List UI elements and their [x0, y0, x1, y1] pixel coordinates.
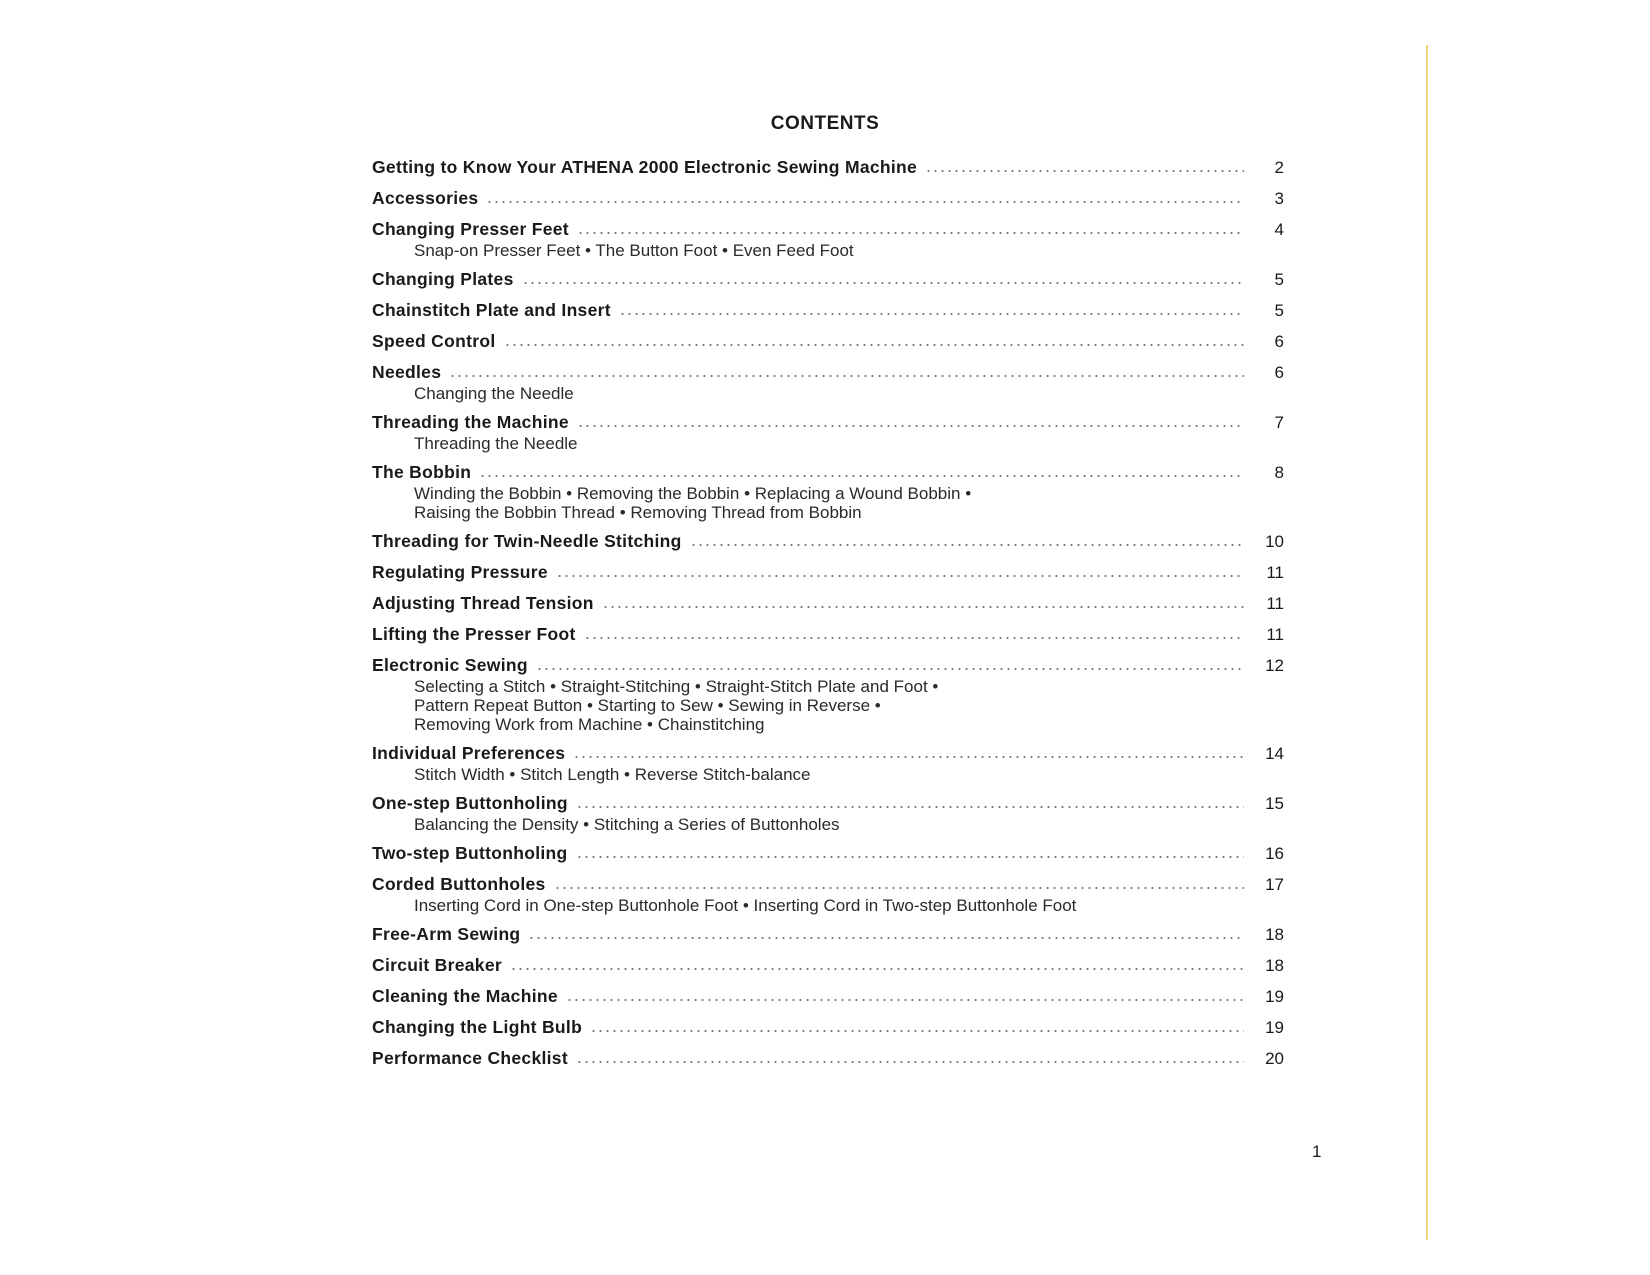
toc-entry	[372, 460, 1284, 522]
toc-subtopic-line: Winding the Bobbin • Removing the Bobbin • Replacing a Wound Bobbin •	[414, 484, 972, 503]
toc-subtopic-line: Inserting Cord in One-step Buttonhole Foot • Inserting Cord in Two-step Buttonhole Foot	[414, 896, 1077, 915]
toc-entry-row	[372, 298, 1284, 322]
page-edge-line	[1426, 45, 1428, 1240]
toc-subtopic-line: Removing Work from Machine • Chainstitching	[414, 715, 765, 734]
toc-entry	[372, 267, 1284, 291]
toc-entry-label: Individual Preferences	[372, 743, 566, 763]
toc-entry-row	[372, 1046, 1284, 1070]
toc-entry-row	[372, 186, 1284, 210]
dot-leader	[479, 464, 1244, 478]
dot-leader	[576, 795, 1244, 809]
toc-entry-row	[372, 329, 1284, 353]
toc-entry-label: Needles	[372, 362, 442, 382]
toc-entry	[372, 298, 1284, 322]
toc-entry-label: Changing the Light Bulb	[372, 1017, 583, 1037]
toc-entry-page: 19	[1265, 987, 1284, 1006]
toc-entry-label: Chainstitch Plate and Insert	[372, 300, 611, 320]
contents-title: CONTENTS	[770, 113, 880, 134]
toc-entry	[372, 410, 1284, 453]
toc-subtopic-line: Threading the Needle	[414, 434, 578, 453]
toc-entry	[372, 1046, 1284, 1070]
toc-entry-label: Two-step Buttonholing	[372, 843, 568, 863]
toc-entry-label: Lifting the Presser Foot	[372, 624, 576, 644]
toc-entry-label: Changing Presser Feet	[372, 219, 569, 239]
toc-subtopics	[372, 765, 1284, 784]
toc-entry-page: 2	[1274, 158, 1284, 177]
toc-entry-page: 16	[1265, 844, 1284, 863]
toc-entry-page: 14	[1265, 744, 1284, 763]
dot-leader	[556, 564, 1244, 578]
dot-leader	[510, 957, 1244, 971]
table-of-contents	[372, 155, 1284, 1077]
toc-entry-page: 7	[1274, 413, 1284, 432]
toc-subtopic-line: Raising the Bobbin Thread • Removing Thread from Bobbin	[414, 503, 862, 522]
toc-entry-label: Changing Plates	[372, 269, 514, 289]
toc-entry-page: 12	[1265, 656, 1284, 675]
toc-subtopic-line: Selecting a Stitch • Straight-Stitching • Straight-Stitch Plate and Foot •	[414, 677, 939, 696]
toc-entry	[372, 872, 1284, 915]
dot-leader	[536, 657, 1244, 671]
toc-entry	[372, 155, 1284, 179]
toc-subtopics	[372, 484, 1284, 522]
toc-entry-row	[372, 872, 1284, 896]
dot-leader	[486, 190, 1244, 204]
toc-entry	[372, 622, 1284, 646]
toc-entry	[372, 791, 1284, 834]
toc-subtopic-line: Balancing the Density • Stitching a Series of Buttonholes	[414, 815, 840, 834]
toc-entry-row	[372, 653, 1284, 677]
toc-entry	[372, 953, 1284, 977]
toc-entry-page: 19	[1265, 1018, 1284, 1037]
toc-entry-page: 20	[1265, 1049, 1284, 1068]
toc-entry-row	[372, 741, 1284, 765]
toc-entry	[372, 560, 1284, 584]
toc-entry-page: 10	[1265, 532, 1284, 551]
dot-leader	[576, 1050, 1244, 1064]
toc-entry-row	[372, 217, 1284, 241]
toc-entry-row	[372, 1015, 1284, 1039]
toc-entry-page: 5	[1274, 270, 1284, 289]
toc-entry	[372, 591, 1284, 615]
dot-leader	[504, 333, 1245, 347]
toc-subtopic-line: Snap-on Presser Feet • The Button Foot • Even Feed Foot	[414, 241, 854, 260]
dot-leader	[925, 159, 1244, 173]
dot-leader	[576, 845, 1244, 859]
toc-entry-row	[372, 460, 1284, 484]
toc-entry-label: Electronic Sewing	[372, 655, 528, 675]
toc-entry-label: Corded Buttonholes	[372, 874, 546, 894]
toc-subtopics	[372, 241, 1284, 260]
toc-entry-label: Threading for Twin-Needle Stitching	[372, 531, 682, 551]
toc-entry	[372, 922, 1284, 946]
toc-entry-page: 11	[1266, 625, 1284, 644]
toc-entry	[372, 653, 1284, 734]
toc-entry-row	[372, 155, 1284, 179]
dot-leader	[577, 221, 1244, 235]
toc-entry-label: The Bobbin	[372, 462, 472, 482]
toc-entry-row	[372, 791, 1284, 815]
dot-leader	[566, 988, 1244, 1002]
toc-entry-page: 15	[1265, 794, 1284, 813]
toc-entry-page: 17	[1265, 875, 1284, 894]
toc-entry-row	[372, 560, 1284, 584]
toc-entry-label: One-step Buttonholing	[372, 793, 568, 813]
toc-entry-row	[372, 267, 1284, 291]
toc-entry-page: 18	[1265, 956, 1284, 975]
toc-entry	[372, 186, 1284, 210]
dot-leader	[528, 926, 1244, 940]
dot-leader	[619, 302, 1244, 316]
toc-entry-row	[372, 622, 1284, 646]
toc-entry	[372, 329, 1284, 353]
toc-entry-page: 5	[1274, 301, 1284, 320]
dot-leader	[602, 595, 1244, 609]
toc-entry-page: 11	[1266, 563, 1284, 582]
toc-entry-label: Performance Checklist	[372, 1048, 568, 1068]
toc-entry	[372, 1015, 1284, 1039]
dot-leader	[522, 271, 1244, 285]
toc-subtopics	[372, 896, 1284, 915]
toc-entry	[372, 360, 1284, 403]
toc-entry	[372, 841, 1284, 865]
toc-entry-page: 11	[1266, 594, 1284, 613]
toc-entry-row	[372, 922, 1284, 946]
dot-leader	[554, 876, 1244, 890]
page-number: 1	[1312, 1142, 1322, 1161]
dot-leader	[690, 533, 1244, 547]
toc-entry-row	[372, 953, 1284, 977]
dot-leader	[577, 414, 1244, 428]
toc-entry-page: 8	[1274, 463, 1284, 482]
toc-entry-label: Free-Arm Sewing	[372, 924, 521, 944]
toc-entry-label: Getting to Know Your ATHENA 2000 Electronic Sewing Machine	[372, 157, 918, 177]
toc-subtopics	[372, 677, 1284, 734]
toc-entry	[372, 741, 1284, 784]
toc-entry-row	[372, 410, 1284, 434]
toc-entry-label: Cleaning the Machine	[372, 986, 558, 1006]
toc-entry-row	[372, 984, 1284, 1008]
dot-leader	[590, 1019, 1244, 1033]
dot-leader	[573, 745, 1244, 759]
toc-subtopic-line: Stitch Width • Stitch Length • Reverse Stitch-balance	[414, 765, 811, 784]
dot-leader	[449, 364, 1244, 378]
toc-entry-label: Speed Control	[372, 331, 496, 351]
toc-entry-page: 6	[1274, 332, 1284, 351]
toc-entry-row	[372, 360, 1284, 384]
toc-entry-page: 4	[1274, 220, 1284, 239]
toc-entry-label: Threading the Machine	[372, 412, 569, 432]
toc-entry	[372, 217, 1284, 260]
toc-entry-label: Adjusting Thread Tension	[372, 593, 594, 613]
toc-entry-label: Circuit Breaker	[372, 955, 502, 975]
toc-entry	[372, 984, 1284, 1008]
toc-entry	[372, 529, 1284, 553]
toc-entry-row	[372, 591, 1284, 615]
toc-entry-label: Regulating Pressure	[372, 562, 548, 582]
toc-entry-label: Accessories	[372, 188, 479, 208]
toc-subtopics	[372, 434, 1284, 453]
toc-subtopics	[372, 815, 1284, 834]
toc-entry-row	[372, 529, 1284, 553]
toc-subtopic-line: Pattern Repeat Button • Starting to Sew • Sewing in Reverse •	[414, 696, 881, 715]
dot-leader	[584, 626, 1244, 640]
toc-entry-page: 18	[1265, 925, 1284, 944]
toc-entry-page: 6	[1274, 363, 1284, 382]
toc-subtopic-line: Changing the Needle	[414, 384, 574, 403]
toc-entry-row	[372, 841, 1284, 865]
toc-subtopics	[372, 384, 1284, 403]
toc-entry-page: 3	[1274, 189, 1284, 208]
